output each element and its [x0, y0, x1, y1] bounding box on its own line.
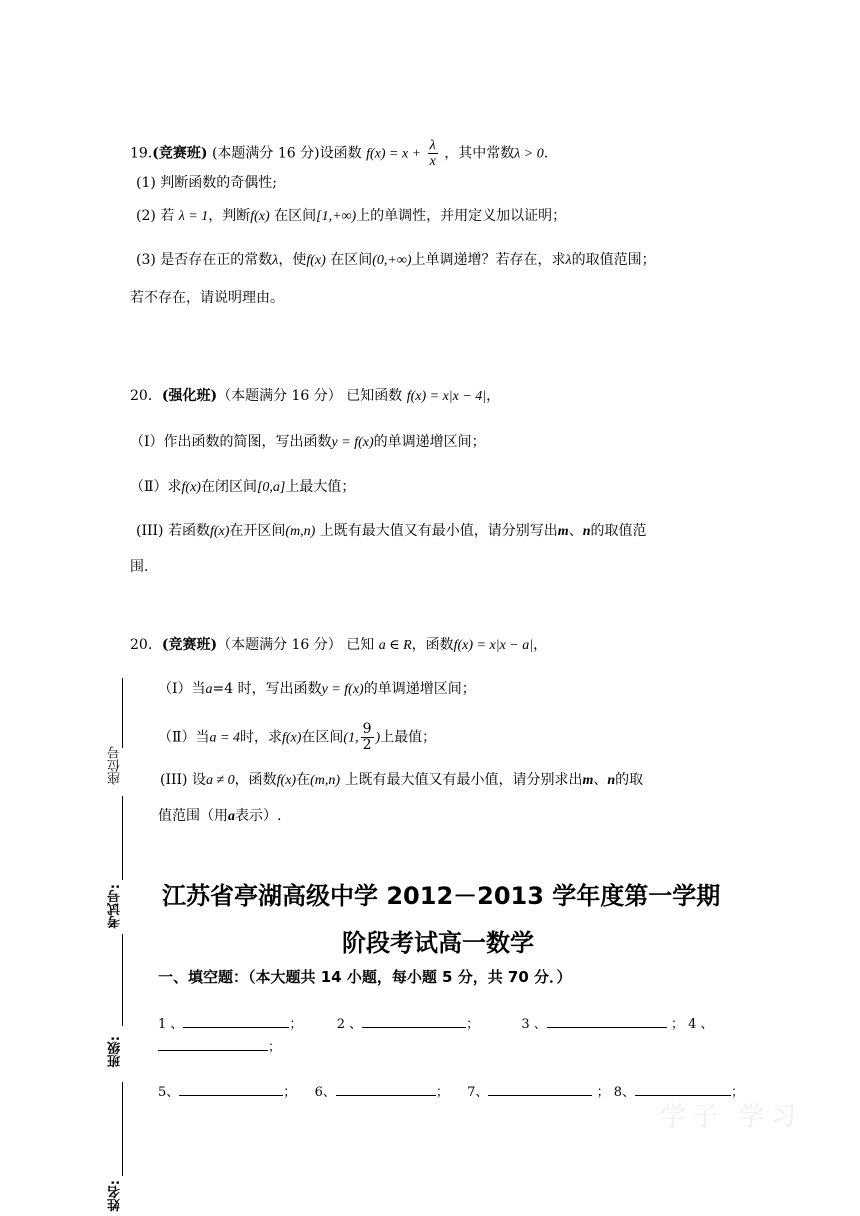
q20a-part1: （Ⅰ）作出函数的简图，写出函数y = f(x)的单调递增区间；: [130, 434, 486, 450]
answer-row-1-cont: ；: [158, 1036, 281, 1058]
binding-line-3: [122, 934, 123, 1026]
answer-blank-3[interactable]: [547, 1013, 667, 1028]
nine-halves-fraction: $\frac{9}{2}$: [362, 721, 372, 753]
name-label: 姓名:: [108, 1180, 123, 1212]
q20b-part2: （Ⅱ）当a = 4时，求f(x)在区间(1, $\frac{9}{2}$ )上最值；: [158, 721, 437, 753]
q19-part2: (2) 若 λ = 1，判断f(x) 在区间[1,+∞)上的单调性，并用定义加以证明；: [136, 208, 567, 224]
watermark: 学子 学习: [660, 1102, 803, 1132]
q19-part1: (1) 判断函数的奇偶性;: [136, 175, 277, 191]
class-label: 班级:: [108, 1036, 123, 1068]
answer-row-2: 5、 ； 6、 ； 7、 ； 8、 ；: [158, 1081, 744, 1103]
answer-blank-7[interactable]: [488, 1081, 592, 1096]
answer-blank-6[interactable]: [336, 1081, 436, 1096]
school-title: 江苏省亭湖高级中学 2012－2013 学年度第一学期: [162, 882, 721, 910]
binding-line-4: [122, 1082, 123, 1176]
q20b-part1: （Ⅰ）当a=4 时，写出函数y = f(x)的单调递增区间；: [158, 681, 476, 697]
answer-blank-2[interactable]: [362, 1013, 466, 1028]
q20a-tag: (强化班): [161, 388, 218, 404]
q19-line1: 19.(竞赛班) (本题满分 16 分)设函数 f(x) = x + $\frac{\lambda}{x}$ ，其中常数λ > 0.: [130, 138, 549, 169]
answer-blank-4[interactable]: [158, 1036, 268, 1051]
binding-line-1: [122, 678, 123, 748]
answer-blank-5[interactable]: [179, 1081, 283, 1096]
q20b-part3-line2: 值范围（用a表示）.: [158, 808, 282, 824]
q20a-line1: 20．(强化班)（本题满分 16 分） 已知函数 f(x) = x|x − 4|，: [130, 388, 501, 404]
answer-row-1: 1 、 ； 2 、 ； 3 、 ； 4 、: [158, 1013, 714, 1035]
q19-tag: (竞赛班): [152, 145, 208, 162]
q20b-tag: (竞赛班): [161, 637, 218, 653]
q20a-part2: （Ⅱ）求f(x)在闭区间[0,a]上最大值；: [130, 479, 356, 495]
answer-blank-1[interactable]: [183, 1013, 289, 1028]
q20a-part3-line2: 围.: [130, 559, 149, 575]
q20b-line1: 20．(竞赛班)（本题满分 16 分） 已知 a ∈ R，函数f(x) = x|x − a|，: [130, 637, 548, 653]
q20a-part3: (III) 若函数f(x)在开区间(m,n) 上既有最大值又有最小值，请分别写出m、n的取值范: [136, 523, 647, 539]
fill-in-section-heading: 一、填空题：（本大题共 14 小题，每小题 5 分，共 70 分．）: [158, 968, 572, 986]
binding-line-2: [122, 796, 123, 880]
exam-title: 阶段考试高一数学: [342, 929, 534, 957]
q19-part3: (3) 是否存在正的常数λ，使f(x) 在区间(0,+∞)上单调递增？若存在，求λ的取值范围；: [136, 252, 656, 268]
q20b-part3: (III) 设a ≠ 0，函数f(x)在(m,n) 上既有最大值又有最小值，请分别求出m、n的取: [160, 772, 644, 788]
seat-number-label: 座位号: [108, 746, 123, 785]
q19-part3-line2: 若不存在，请说明理由。: [130, 290, 284, 306]
exam-number-label: 考试号:: [108, 884, 123, 929]
lambda-over-x-fraction: $\frac{\lambda}{x}$: [429, 138, 436, 169]
answer-blank-8[interactable]: [635, 1081, 731, 1096]
